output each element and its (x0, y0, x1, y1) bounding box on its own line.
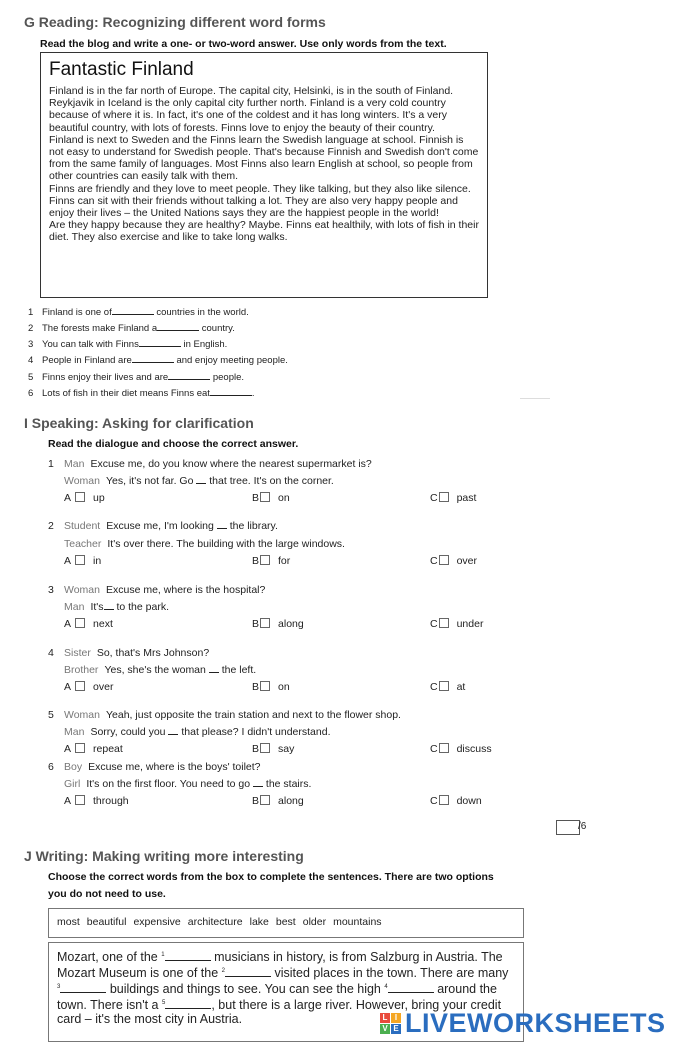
option-text: up (93, 492, 105, 504)
answer-blank[interactable] (157, 322, 199, 331)
option-letter: B (252, 618, 260, 630)
dialogue-line (64, 538, 345, 550)
answer-blank[interactable] (165, 952, 211, 961)
option-a[interactable] (64, 618, 113, 630)
speaker: Woman (64, 709, 100, 721)
checkbox[interactable] (439, 555, 449, 565)
logo-letter: E (391, 1024, 401, 1034)
text-segment: Mozart, one of the (57, 950, 158, 965)
liveworksheets-watermark (380, 1008, 666, 1038)
logo-letter: V (380, 1024, 390, 1034)
speaker: Boy (64, 761, 83, 773)
option-text: past (456, 492, 477, 504)
option-c[interactable] (430, 555, 477, 567)
blog-title: Fantastic Finland (49, 59, 194, 80)
dialogue-line (48, 709, 401, 721)
checkbox[interactable] (439, 743, 449, 753)
word-option: beautiful (86, 916, 127, 928)
option-c[interactable] (430, 795, 482, 807)
text-segment: musicians in history, is from Salzburg in Austria. The Mozart Museum is one of the (57, 950, 503, 981)
blog-paragraph: Finland is next to Sweden and the Finns learn the Swedish language at school. Finnish is not easy to understand for Swedish people. That's because Finnish and Swedish don't come from the same family of languages. Most Finns also learn English at school, so people from other countries can easily talk with them. (49, 133, 479, 183)
logo-letter: L (380, 1013, 390, 1023)
section-i-title: I Speaking: Asking for clarification (24, 415, 254, 431)
word-option: expensive (133, 916, 181, 928)
word-box (48, 908, 524, 938)
option-letter: C (430, 743, 438, 755)
item-number: 5 (48, 709, 54, 721)
speaker: Man (64, 601, 85, 613)
item-number: 1 (48, 458, 54, 470)
blog-box (40, 52, 488, 298)
dialogue-gap (168, 726, 178, 735)
option-b[interactable] (252, 743, 294, 755)
gap-number: 3 (57, 983, 61, 990)
word-option: most (57, 916, 80, 928)
dialogue-gap (209, 664, 219, 673)
speaker: Woman (64, 475, 100, 487)
logo-letter: I (391, 1013, 401, 1023)
option-text: over (456, 555, 478, 567)
checkbox[interactable] (75, 681, 85, 691)
question-before: People in Finland are (42, 355, 132, 366)
checkbox[interactable] (260, 555, 270, 565)
option-c[interactable] (430, 681, 465, 693)
option-text: next (93, 618, 113, 630)
answer-blank[interactable] (225, 968, 271, 977)
question-line (28, 387, 255, 399)
speaker: Girl (64, 778, 81, 790)
blog-paragraph: Finland is in the far north of Europe. The capital city, Helsinki, is in the south of Finland. Reykjavik in Iceland is the only capital city further north. Finland is a very cold country because of where it is. In fact, it's one of the coldest and it has long winters. It's a very beautiful country, with lots of forests. Finns love to enjoy the beauty of their country. (49, 85, 454, 134)
liveworksheets-text: LIVEWORKSHEETS (405, 1007, 666, 1038)
dialogue-text: the left. (221, 664, 257, 676)
option-letter: A (64, 492, 72, 504)
answer-blank[interactable] (112, 306, 154, 315)
item-number: 4 (48, 647, 54, 659)
dialogue-text: It's over there. The building with the large windows. (107, 538, 345, 550)
option-text: on (278, 492, 290, 504)
word-option: best (275, 916, 296, 928)
option-c[interactable] (430, 492, 476, 504)
option-letter: C (430, 618, 438, 630)
dialogue-text: Excuse me, I'm looking (106, 520, 214, 532)
option-b[interactable] (252, 555, 290, 567)
question-number: 6 (28, 388, 34, 399)
question-after: countries in the world. (156, 307, 249, 318)
liveworksheets-logo-icon (380, 1013, 401, 1034)
option-b[interactable] (252, 492, 290, 504)
answer-blank[interactable] (165, 1000, 211, 1009)
dialogue-gap (196, 475, 206, 484)
checkbox[interactable] (260, 795, 270, 805)
dialogue-text: Excuse me, where is the boys' toilet? (88, 761, 261, 773)
speaker: Teacher (64, 538, 102, 550)
option-text: down (456, 795, 482, 807)
dialogue-line (48, 458, 372, 470)
speaker: Sister (64, 647, 91, 659)
dialogue-line (64, 778, 311, 790)
checkbox[interactable] (439, 492, 449, 502)
option-a[interactable] (64, 743, 123, 755)
dialogue-text: Excuse me, where is the hospital? (106, 584, 266, 596)
option-text: on (278, 681, 290, 693)
option-text: along (278, 618, 304, 630)
checkbox[interactable] (260, 618, 270, 628)
section-j-instruction: Choose the correct words from the box to complete the sentences. There are two options (48, 871, 494, 883)
score-box (556, 820, 580, 835)
word-option: lake (249, 916, 269, 928)
item-number: 2 (48, 520, 54, 532)
question-after: . (251, 388, 255, 399)
dialogue-text: Yes, it's not far. Go (106, 475, 194, 487)
speaker: Man (64, 726, 85, 738)
gap-number: 2 (221, 967, 226, 974)
option-text: over (93, 681, 114, 693)
checkbox[interactable] (439, 795, 449, 805)
option-letter: B (252, 555, 260, 567)
option-a[interactable] (64, 555, 101, 567)
blog-paragraph: Are they happy because they are healthy? Maybe. Finns eat healthily, with lots of fish in their diet. They also exercise and like to take long walks. (49, 219, 479, 244)
question-before: Lots of fish in their diet means Finns eat (42, 388, 210, 399)
word-option: architecture (187, 916, 243, 928)
checkbox[interactable] (260, 743, 270, 753)
checkbox[interactable] (75, 743, 85, 753)
dialogue-line (48, 520, 278, 532)
section-j-title: J Writing: Making writing more interesting (24, 848, 304, 864)
option-a[interactable] (64, 492, 105, 504)
gap-number: 1 (161, 952, 165, 958)
dialogue-line (64, 601, 169, 613)
question-before: Finland is one of (42, 307, 112, 318)
option-text: discuss (456, 743, 492, 755)
word-option: mountains (333, 916, 382, 928)
dialogue-text: It's (90, 601, 104, 613)
dialogue-text: the stairs. (265, 778, 312, 790)
option-letter: A (64, 618, 72, 630)
question-after: country. (201, 323, 235, 334)
checkbox[interactable] (260, 492, 270, 502)
dialogue-text: It's on the first floor. You need to go (86, 778, 251, 790)
dialogue-line (48, 647, 209, 659)
answer-blank[interactable] (388, 984, 434, 993)
checkbox[interactable] (75, 618, 85, 628)
dialogue-text: that please? I didn't understand. (181, 726, 331, 738)
question-line (28, 354, 288, 366)
option-letter: C (430, 795, 438, 807)
checkbox[interactable] (260, 681, 270, 691)
speaker: Student (64, 520, 101, 532)
dialogue-gap (104, 601, 114, 610)
question-after: people. (212, 372, 245, 383)
checkbox[interactable] (439, 681, 449, 691)
question-after: in English. (183, 339, 228, 350)
checkbox[interactable] (75, 492, 85, 502)
text-segment: visited places in the town. There are many (274, 966, 509, 981)
section-g-title: G Reading: Recognizing different word forms (24, 14, 326, 30)
option-letter: A (64, 555, 72, 567)
option-b[interactable] (252, 618, 304, 630)
option-letter: B (252, 743, 260, 755)
question-number: 2 (28, 323, 34, 334)
dialogue-line (64, 664, 256, 676)
question-number: 5 (28, 372, 34, 383)
dialogue-text: to the park. (116, 601, 169, 613)
option-text: under (456, 618, 484, 630)
divider (520, 398, 550, 399)
option-a[interactable] (64, 681, 113, 693)
section-i-instruction: Read the dialogue and choose the correct answer. (48, 438, 299, 450)
question-number: 4 (28, 355, 34, 366)
option-b[interactable] (252, 681, 290, 693)
option-text: repeat (93, 743, 123, 755)
section-j-instruction: you do not need to use. (48, 888, 166, 900)
speaker: Woman (64, 584, 100, 596)
text-segment: city in Austria. (165, 1011, 243, 1026)
option-text: for (278, 555, 291, 567)
option-text: through (93, 795, 129, 807)
question-number: 3 (28, 339, 34, 350)
dialogue-text: Yeah, just opposite the train station and next to the flower shop. (106, 709, 401, 721)
dialogue-text: Sorry, could you (90, 726, 166, 738)
question-after: and enjoy meeting people. (176, 355, 288, 366)
question-line (28, 322, 235, 334)
option-a[interactable] (64, 795, 129, 807)
dialogue-text: the library. (229, 520, 278, 532)
text-segment: around the town. There isn't a (57, 982, 497, 1013)
option-b[interactable] (252, 795, 304, 807)
dialogue-text: Excuse me, do you know where the nearest supermarket is? (90, 458, 372, 470)
blog-paragraph: Finns are friendly and they love to meet people. They like talking, but they also like silence. Finns can sit with their friends without talking a lot. They are also very happy people and enjoy their lives – the United Nations says they are the happiest people in the world! (49, 182, 471, 220)
dialogue-text: So, that's Mrs Johnson? (96, 647, 210, 659)
dialogue-gap (253, 778, 263, 787)
checkbox[interactable] (75, 795, 85, 805)
speaker: Brother (64, 664, 99, 676)
option-c[interactable] (430, 618, 483, 630)
option-letter: C (430, 492, 438, 504)
option-text: in (93, 555, 102, 567)
question-before: Finns enjoy their lives and are (42, 372, 169, 383)
option-letter: B (252, 795, 260, 807)
option-c[interactable] (430, 743, 492, 755)
answer-blank[interactable] (60, 984, 106, 993)
section-g-instruction: Read the blog and write a one- or two-word answer. Use only words from the text. (40, 38, 447, 50)
answer-blank[interactable] (139, 338, 181, 347)
word-option: older (302, 916, 327, 928)
option-letter: A (64, 743, 72, 755)
question-line (28, 371, 244, 383)
dialogue-line (64, 726, 331, 738)
dialogue-line (48, 761, 261, 773)
option-text: at (456, 681, 466, 693)
option-letter: A (64, 795, 72, 807)
option-text: along (278, 795, 304, 807)
option-letter: A (64, 681, 72, 693)
option-letter: C (430, 555, 438, 567)
gap-number: 5 (162, 999, 166, 1006)
option-letter: B (252, 681, 260, 693)
gap-number: 4 (384, 983, 388, 990)
checkbox[interactable] (439, 618, 449, 628)
question-line (28, 338, 227, 350)
question-before: You can talk with Finns (42, 339, 139, 350)
question-number: 1 (28, 307, 34, 318)
question-line (28, 306, 249, 318)
question-before: The forests make Finland a (42, 323, 158, 334)
option-letter: B (252, 492, 260, 504)
item-number: 6 (48, 761, 54, 773)
text-segment: , but there is a large river. However, bring your credit card – it's the most (57, 998, 502, 1026)
option-text: say (278, 743, 295, 755)
answer-blank[interactable] (210, 387, 252, 396)
dialogue-text: Yes, she's the woman (104, 664, 206, 676)
dialogue-line (64, 475, 334, 487)
speaker: Man (64, 458, 85, 470)
item-number: 3 (48, 584, 54, 596)
option-letter: C (430, 681, 438, 693)
text-segment: buildings and things to see. You can see the high (109, 982, 381, 997)
answer-blank[interactable] (132, 354, 174, 363)
checkbox[interactable] (75, 555, 85, 565)
dialogue-line (48, 584, 265, 596)
answer-blank[interactable] (168, 371, 210, 380)
dialogue-gap (217, 520, 227, 529)
score-text: /6 (578, 821, 587, 832)
dialogue-text: that tree. It's on the corner. (209, 475, 334, 487)
